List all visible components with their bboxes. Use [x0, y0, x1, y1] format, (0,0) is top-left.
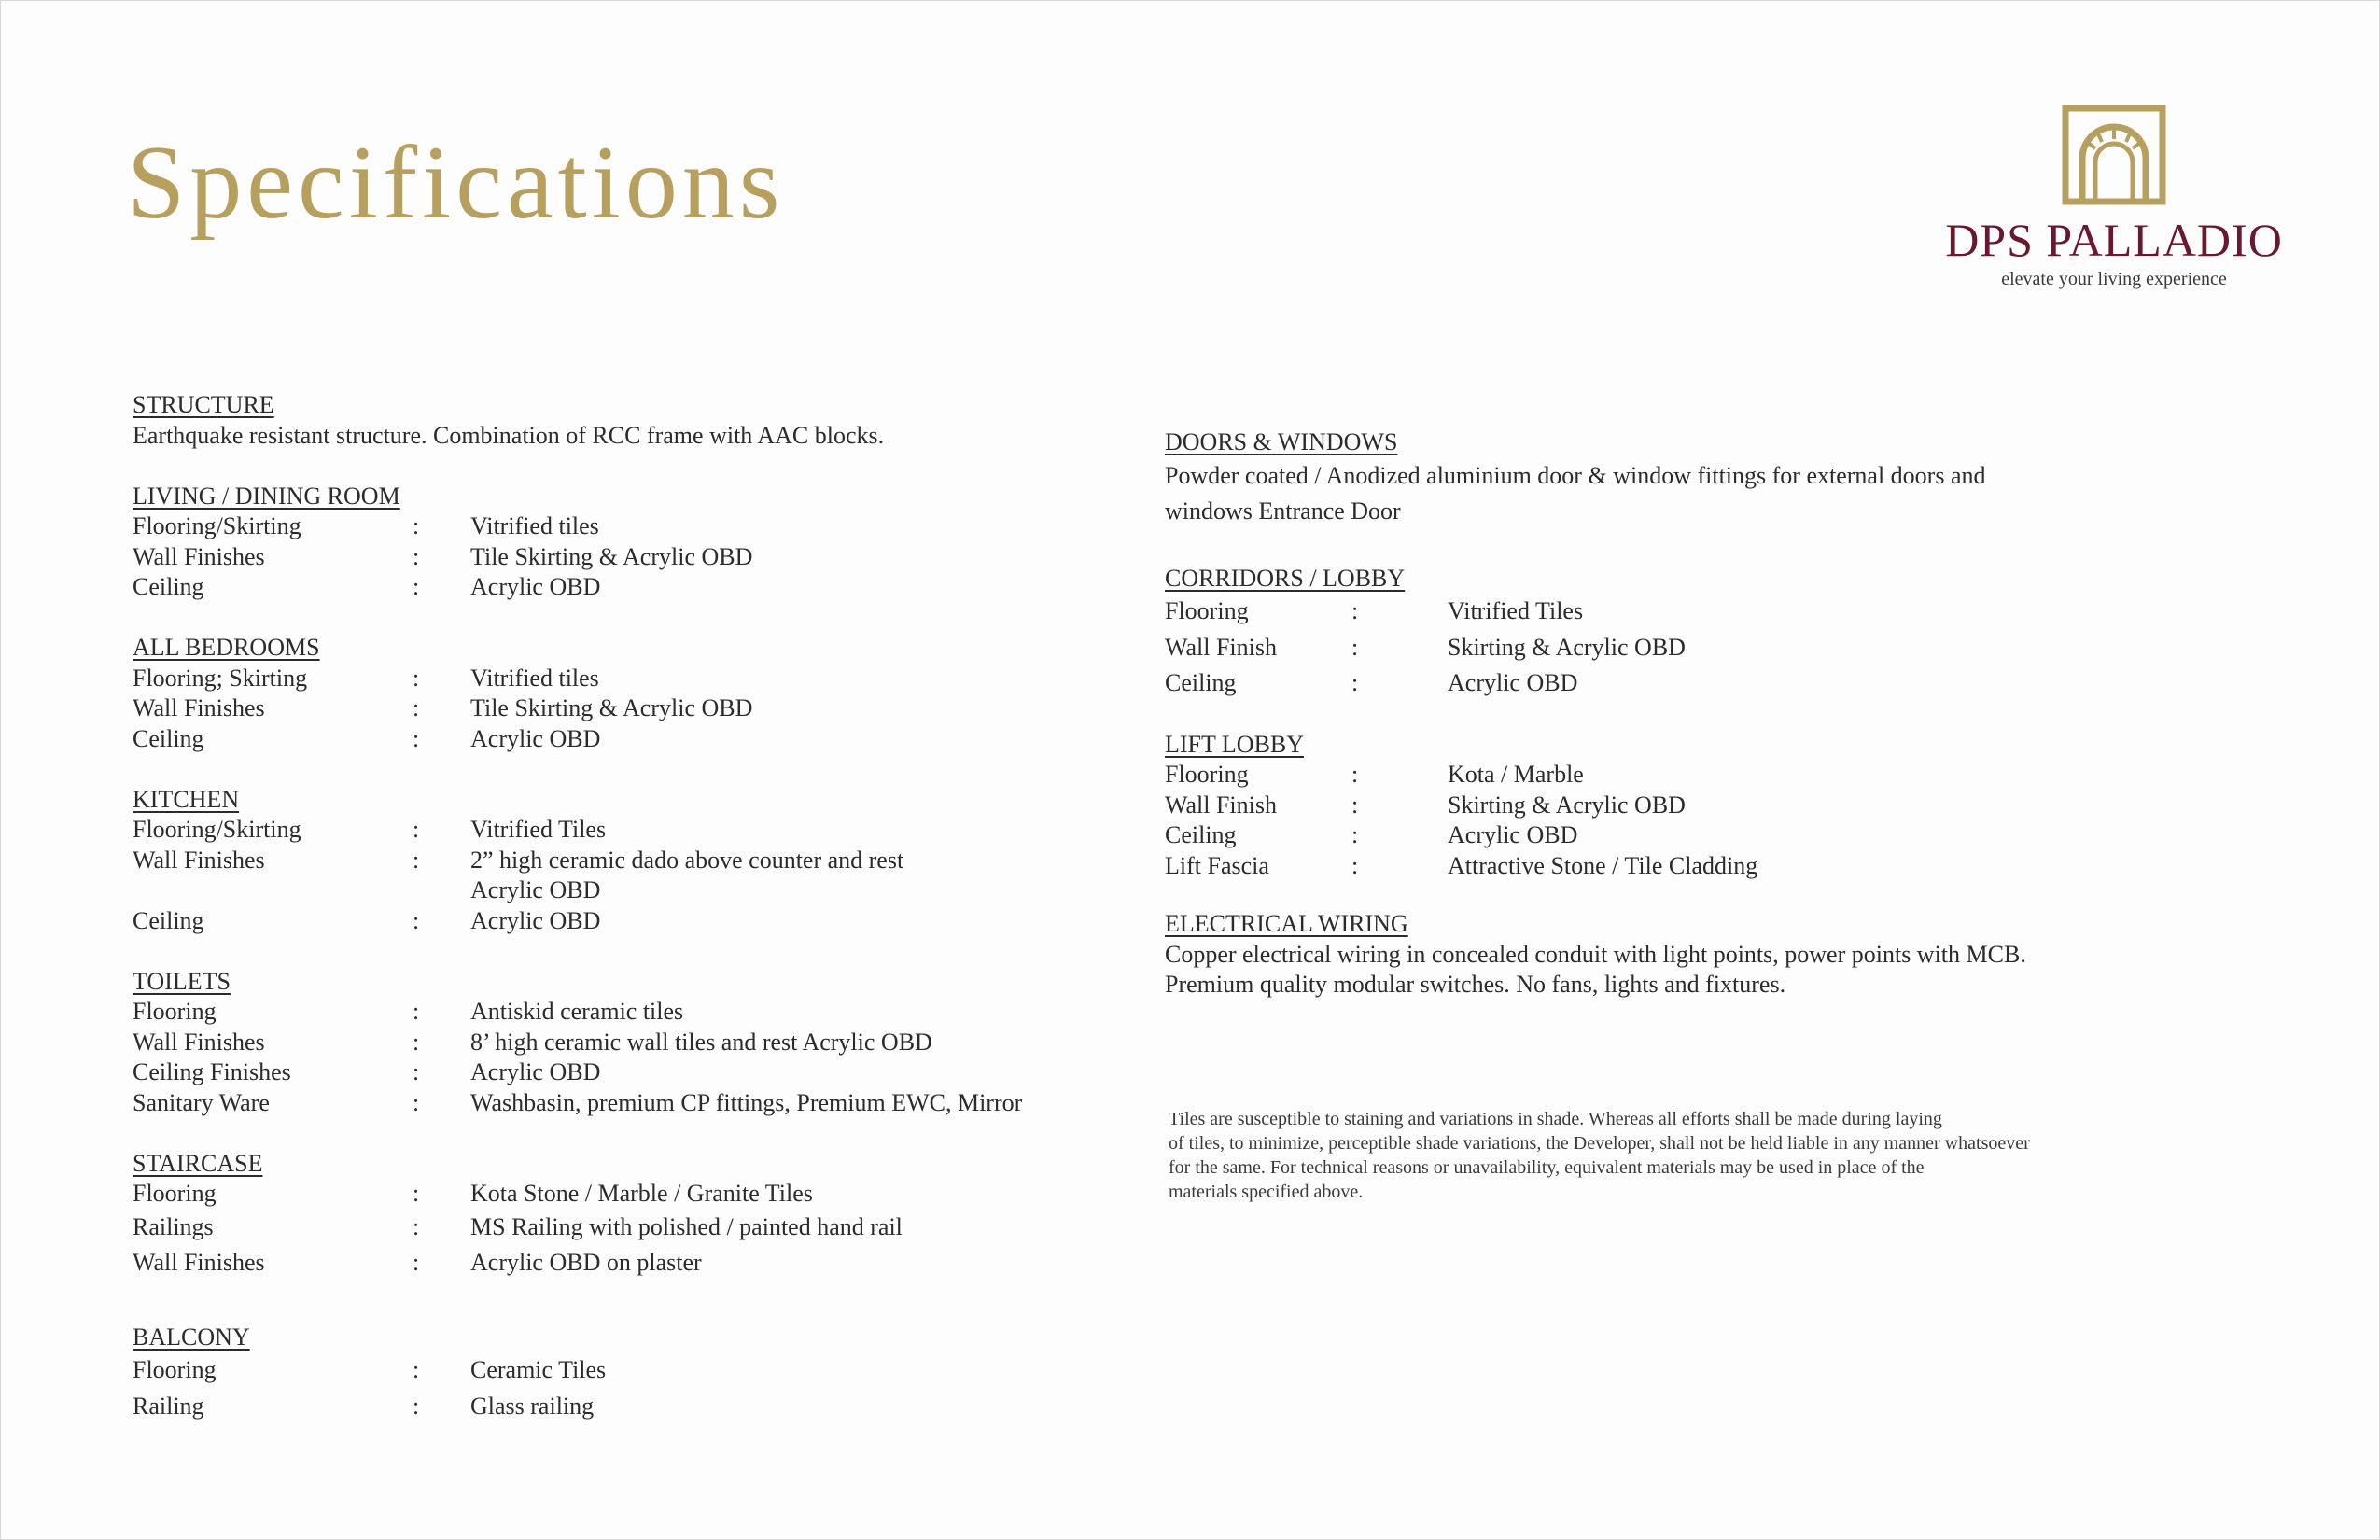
spec-row: [133, 693, 1141, 724]
spec-value: Ceramic Tiles: [470, 1356, 607, 1383]
spec-label: Wall Finishes: [133, 542, 265, 570]
spec-label: Flooring: [133, 998, 217, 1025]
section-heading: LIFT LOBBY: [1165, 730, 1305, 758]
right-column: [1165, 427, 2210, 1001]
spec-separator: :: [1351, 761, 1359, 788]
spec-label: Ceiling: [133, 724, 204, 752]
spec-row: [1165, 665, 2210, 702]
section-structure: [133, 390, 1141, 451]
arch-logo-icon: [2062, 105, 2166, 205]
spec-label: Wall Finish: [1165, 791, 1277, 819]
spec-value: Washbasin, premium CP fittings, Premium EWC, Mirror: [470, 1088, 1023, 1116]
spec-value: Tile Skirting & Acrylic OBD: [470, 694, 753, 721]
section-heading: BALCONY: [133, 1323, 250, 1351]
section-text: Powder coated / Anodized aluminium door & window fittings for external doors and: [1165, 461, 1986, 489]
section-heading: DOORS & WINDOWS: [1165, 428, 1398, 455]
spec-label: Railings: [133, 1212, 214, 1240]
spec-value-line: Acrylic OBD: [470, 876, 601, 903]
spec-row: [133, 1352, 1141, 1389]
spec-separator: :: [413, 542, 420, 570]
spec-row: [133, 511, 1141, 542]
section-doors-windows: [1165, 427, 2210, 530]
spec-row: [1165, 760, 2210, 791]
spec-row: [133, 542, 1141, 573]
spec-value: Glass railing: [470, 1392, 595, 1420]
spec-row: [133, 664, 1141, 694]
spec-value: [470, 846, 1141, 906]
spec-separator: :: [413, 1356, 420, 1383]
section-heading: ELECTRICAL WIRING: [1165, 910, 1408, 937]
spec-label: Ceiling Finishes: [133, 1058, 291, 1085]
spec-separator: :: [413, 573, 420, 600]
section-heading: CORRIDORS / LOBBY: [1165, 564, 1406, 592]
spec-row: [1165, 630, 2210, 666]
spec-separator: :: [413, 998, 420, 1025]
section-lift-lobby: [1165, 730, 2210, 882]
spec-label: Ceiling: [133, 573, 204, 600]
section-heading: LIVING / DINING ROOM: [133, 482, 400, 510]
section-living-dining: [133, 482, 1141, 603]
left-column: [133, 390, 1141, 1424]
spec-separator: :: [413, 1212, 420, 1240]
spec-label: Ceiling: [1165, 669, 1237, 696]
spec-separator: :: [413, 1392, 420, 1420]
spec-row: [1165, 594, 2210, 630]
section-text: Premium quality modular switches. No fans, lights and fixtures.: [1165, 971, 1786, 998]
spec-row: [133, 1057, 1141, 1088]
spec-value: Acrylic OBD on plaster: [470, 1249, 702, 1276]
spec-label: Flooring: [1165, 597, 1249, 624]
spec-separator: :: [1351, 597, 1359, 624]
spec-label: Railing: [133, 1392, 204, 1420]
spec-value: Vitrified tiles: [470, 664, 599, 692]
brand-tagline: elevate your living experience: [2001, 269, 2227, 289]
spec-value: Vitrified Tiles: [470, 816, 607, 843]
spec-value: Acrylic OBD: [1448, 821, 1578, 848]
spec-value: Kota / Marble: [1448, 761, 1584, 788]
spec-row: [1165, 791, 2210, 821]
section-text: Copper electrical wiring in concealed conduit with light points, power points with MCB.: [1165, 940, 2026, 968]
spec-row: [1165, 820, 2210, 851]
spec-row: [133, 906, 1141, 937]
spec-label: Flooring: [133, 1180, 217, 1207]
spec-label: Flooring: [1165, 761, 1249, 788]
spec-value: Antiskid ceramic tiles: [470, 998, 684, 1025]
disclaimer-line: materials specified above.: [1169, 1182, 1364, 1202]
spec-label: Lift Fascia: [1165, 851, 1269, 879]
spec-row: [133, 846, 1141, 906]
spec-label: Wall Finishes: [133, 1028, 265, 1056]
spec-value: Acrylic OBD: [1448, 669, 1578, 696]
brand-name: DPS PALLADIO: [1945, 214, 2283, 266]
disclaimer-line: of tiles, to minimize, perceptible shade variations, the Developer, shall not be held liable in any manner whatsoever: [1169, 1133, 2030, 1154]
spec-row: [133, 1028, 1141, 1058]
spec-value: Acrylic OBD: [470, 1058, 601, 1085]
section-heading: KITCHEN: [133, 785, 240, 813]
spec-value: Skirting & Acrylic OBD: [1448, 633, 1686, 661]
section-heading: ALL BEDROOMS: [133, 634, 320, 661]
spec-separator: :: [413, 694, 420, 721]
spec-separator: :: [1351, 791, 1359, 819]
spec-row: [133, 1088, 1141, 1119]
spec-row: [133, 997, 1141, 1028]
spec-separator: :: [413, 1058, 420, 1085]
spec-separator: :: [413, 816, 420, 843]
section-toilets: [133, 967, 1141, 1119]
disclaimer-line: for the same. For technical reasons or unavailability, equivalent materials may be used in place of the: [1169, 1157, 1925, 1178]
disclaimer-note: [1169, 1107, 2177, 1204]
spec-separator: :: [413, 1180, 420, 1207]
spec-row: [133, 1210, 1141, 1246]
spec-separator: :: [413, 1028, 420, 1056]
spec-separator: :: [1351, 633, 1359, 661]
spec-separator: :: [1351, 851, 1359, 879]
spec-value: Acrylic OBD: [470, 906, 601, 934]
section-corridors-lobby: [1165, 564, 2210, 702]
section-heading: TOILETS: [133, 967, 231, 995]
spec-separator: :: [1351, 821, 1359, 848]
spec-separator: :: [413, 724, 420, 752]
spec-row: [133, 815, 1141, 846]
section-electrical-wiring: [1165, 909, 2210, 1001]
section-text: windows Entrance Door: [1165, 497, 1401, 525]
spec-value: Vitrified tiles: [470, 512, 599, 539]
spec-label: Flooring: [133, 1356, 217, 1383]
spec-row: [133, 1245, 1141, 1281]
spec-row: [133, 1179, 1141, 1210]
section-heading: STAIRCASE: [133, 1149, 263, 1177]
spec-separator: :: [413, 664, 420, 692]
spec-value: Tile Skirting & Acrylic OBD: [470, 542, 753, 570]
spec-value: MS Railing with polished / painted hand rail: [470, 1212, 903, 1240]
section-text: Earthquake resistant structure. Combination of RCC frame with AAC blocks.: [133, 421, 885, 449]
spec-row: [133, 572, 1141, 603]
spec-value: Skirting & Acrylic OBD: [1448, 791, 1686, 819]
spec-label: Wall Finishes: [133, 1249, 265, 1276]
spec-separator: :: [1351, 669, 1359, 696]
spec-value-line: 2” high ceramic dado above counter and rest: [470, 846, 904, 874]
section-bedrooms: [133, 633, 1141, 754]
brand-logo: [1941, 105, 2287, 290]
spec-value: Acrylic OBD: [470, 724, 601, 752]
spec-separator: :: [413, 512, 420, 539]
spec-row: [1165, 851, 2210, 882]
spec-value: Attractive Stone / Tile Cladding: [1448, 851, 1758, 879]
spec-row: [133, 1389, 1141, 1425]
spec-value: Kota Stone / Marble / Granite Tiles: [470, 1180, 813, 1207]
section-heading: STRUCTURE: [133, 391, 274, 418]
spec-label: Sanitary Ware: [133, 1088, 270, 1116]
spec-label: Wall Finish: [1165, 633, 1277, 661]
spec-row: [133, 724, 1141, 755]
spec-label: Wall Finishes: [133, 694, 265, 721]
spec-separator: :: [413, 846, 420, 874]
spec-label: Flooring/Skirting: [133, 512, 301, 539]
spec-separator: :: [413, 1088, 420, 1116]
section-staircase: [133, 1149, 1141, 1281]
section-balcony: [133, 1323, 1141, 1425]
spec-separator: :: [413, 1249, 420, 1276]
disclaimer-line: Tiles are susceptible to staining and variations in shade. Whereas all efforts shall be made during laying: [1169, 1109, 1942, 1129]
spec-label: Wall Finishes: [133, 846, 265, 874]
section-kitchen: [133, 785, 1141, 937]
spec-label: Ceiling: [1165, 821, 1237, 848]
spec-value: 8’ high ceramic wall tiles and rest Acrylic OBD: [470, 1028, 932, 1056]
spec-value: Vitrified Tiles: [1448, 597, 1584, 624]
spec-label: Flooring/Skirting: [133, 816, 301, 843]
spec-label: Ceiling: [133, 906, 204, 934]
spec-value: Acrylic OBD: [470, 573, 601, 600]
spec-label: Flooring; Skirting: [133, 664, 308, 692]
page-title: Specifications: [127, 125, 785, 241]
spec-separator: :: [413, 906, 420, 934]
